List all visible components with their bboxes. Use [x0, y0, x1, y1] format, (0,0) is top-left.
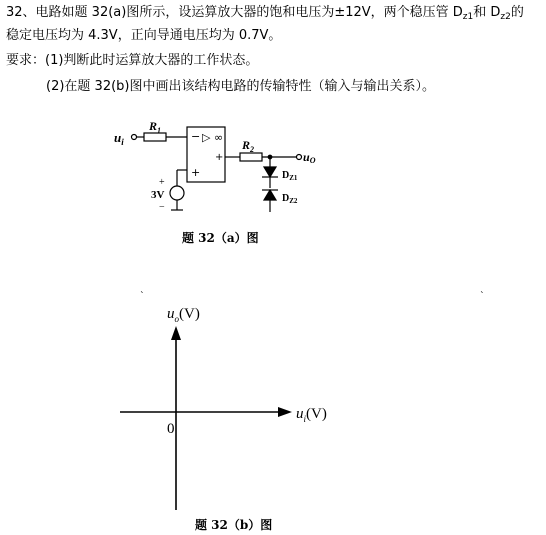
- x-axis-label: $u_i(V)$: [296, 406, 327, 424]
- r2-label: $R_2$: [242, 138, 255, 154]
- opamp-plus-sign: +: [191, 166, 201, 179]
- problem-line-2: 稳定电压均为 4.3V，正向导通电压均为 0.7V。: [6, 28, 282, 43]
- stray-mark-right: ˎ: [480, 284, 485, 294]
- line1-suffix: 的: [510, 5, 524, 20]
- line1-mid: 和 D: [473, 5, 501, 20]
- input-label: $u_i$: [114, 130, 124, 147]
- output-label: uO: [303, 150, 316, 165]
- opamp-minus-sign: −: [191, 130, 201, 143]
- y-axis-arrow-icon: [171, 326, 181, 340]
- opamp-symbol: ▷ ∞: [202, 131, 224, 144]
- dz2-label: $D_{Z2}$: [282, 193, 298, 205]
- caption-figure-b: 题 32（b）图: [195, 518, 273, 532]
- line1-prefix: 32、电路如题 32(a)图所示，设运算放大器的饱和电压为±12V，两个稳压管 D: [6, 5, 463, 20]
- r1-resistor: [144, 133, 166, 141]
- source-minus: −: [159, 202, 165, 213]
- y-axis-label: $u_o(V)$: [167, 306, 200, 324]
- caption-figure-a: 题 32（a）图: [182, 231, 259, 245]
- input-terminal: [132, 135, 137, 140]
- origin-label: 0: [167, 421, 175, 437]
- problem-line-3: 要求：(1)判断此时运算放大器的工作状态。: [6, 53, 259, 68]
- line1-sub1: z1: [462, 12, 474, 22]
- r1-label: $R_1$: [149, 119, 162, 135]
- output-terminal: [297, 155, 302, 160]
- dz2-diode-icon: [264, 190, 276, 200]
- source-label: 3V: [151, 189, 165, 201]
- opamp-output-plus: +: [215, 152, 224, 163]
- stray-mark-left: ˎ: [140, 284, 145, 294]
- line1-sub2: z2: [500, 12, 511, 22]
- problem-line-4: (2)在题 32(b)图中画出该结构电路的传输特性（输入与输出关系）。: [46, 79, 435, 94]
- source-plus: +: [159, 177, 165, 188]
- voltage-source-icon: [170, 186, 184, 200]
- x-axis-arrow-icon: [278, 407, 292, 417]
- r2-resistor: [240, 153, 262, 161]
- dz1-label: $D_{Z1}$: [282, 170, 298, 182]
- dz1-diode-icon: [264, 167, 276, 177]
